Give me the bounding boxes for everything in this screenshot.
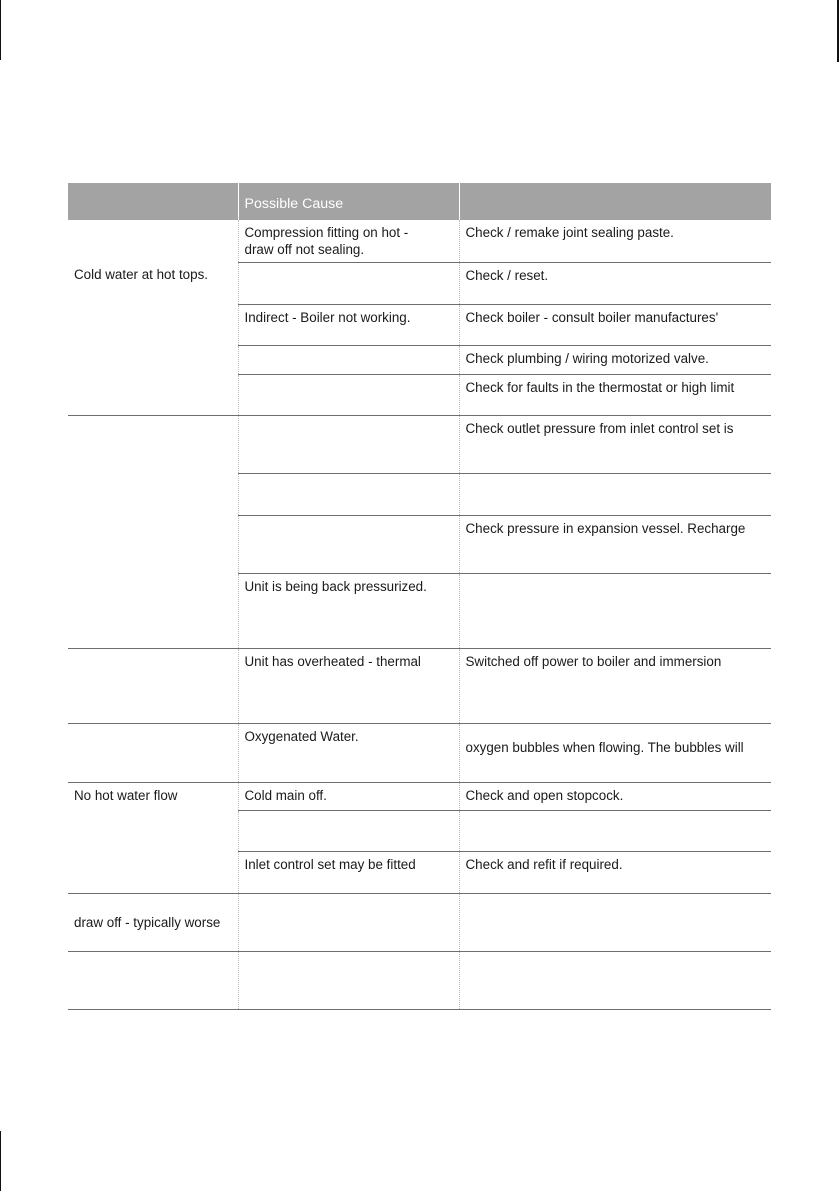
fault-cell bbox=[68, 374, 238, 415]
fault-cell: No hot water flow bbox=[68, 782, 238, 810]
crop-mark-top-left bbox=[0, 0, 1, 60]
table-row bbox=[68, 648, 771, 723]
cause-cell bbox=[238, 515, 459, 573]
cause-cell bbox=[238, 415, 459, 473]
remedy-cell bbox=[459, 951, 771, 1009]
remedy-cell: Check for faults in the thermostat or high limit bbox=[459, 374, 771, 415]
remedy-continuation: oxygen bubbles when flowing. The bubbles will bbox=[465, 739, 744, 755]
cause-cell bbox=[238, 374, 459, 415]
remedy-cell: Switched off power to boiler and immersion bbox=[459, 648, 771, 723]
remedy-cell bbox=[459, 893, 771, 951]
table-row bbox=[68, 515, 771, 573]
table-row bbox=[68, 220, 771, 262]
cause-cell bbox=[238, 262, 459, 304]
remedy-cell bbox=[459, 473, 771, 515]
remedy-cell: Check and open stopcock. bbox=[459, 782, 771, 810]
header-fault bbox=[68, 183, 238, 220]
table-row bbox=[68, 951, 771, 1009]
remedy-cell: Check pressure in expansion vessel. Recharge bbox=[459, 515, 771, 573]
fault-cell bbox=[68, 415, 238, 473]
header-possible-cause: Possible Cause bbox=[238, 183, 459, 220]
remedy-cell: Check / remake joint sealing paste. bbox=[459, 220, 771, 262]
cause-cell bbox=[238, 473, 459, 515]
cause-cell: Unit has overheated - thermal bbox=[238, 648, 459, 723]
cause-cell: Oxygenated Water. bbox=[238, 723, 459, 782]
header-remedy bbox=[459, 183, 771, 220]
fault-cell bbox=[68, 810, 238, 851]
fault-cell bbox=[68, 573, 238, 648]
cause-cell: Cold main off. bbox=[238, 782, 459, 810]
table-row bbox=[68, 304, 771, 345]
table-row bbox=[68, 723, 771, 782]
table-row bbox=[68, 893, 771, 951]
fault-cell bbox=[68, 220, 238, 262]
crop-mark-bottom-left bbox=[0, 1131, 1, 1191]
fault-cell bbox=[68, 515, 238, 573]
cause-cell: Unit is being back pressurized. bbox=[238, 573, 459, 648]
table-row bbox=[68, 782, 771, 810]
fault-cell bbox=[68, 893, 238, 951]
fault-cell bbox=[68, 951, 238, 1009]
cause-cell bbox=[238, 810, 459, 851]
cause-cell: Indirect - Boiler not working. bbox=[238, 304, 459, 345]
table-row bbox=[68, 810, 771, 851]
fault-cell bbox=[68, 723, 238, 782]
table-row bbox=[68, 374, 771, 415]
troubleshooting-table bbox=[68, 183, 771, 1010]
table-row bbox=[68, 345, 771, 374]
fault-cell bbox=[68, 304, 238, 345]
table-row bbox=[68, 851, 771, 893]
table-row bbox=[68, 415, 771, 473]
remedy-cell: Check outlet pressure from inlet control set is bbox=[459, 415, 771, 473]
remedy-cell bbox=[459, 573, 771, 648]
fault-cell bbox=[68, 473, 238, 515]
fault-cell bbox=[68, 345, 238, 374]
table-row bbox=[68, 573, 771, 648]
remedy-cell: Check / reset. bbox=[459, 262, 771, 304]
fault-continuation: draw off - typically worse bbox=[74, 914, 221, 930]
table-row bbox=[68, 473, 771, 515]
remedy-cell: Check plumbing / wiring motorized valve. bbox=[459, 345, 771, 374]
remedy-cell: Check and refit if required. bbox=[459, 851, 771, 893]
table-row bbox=[68, 262, 771, 304]
fault-cell: Cold water at hot tops. bbox=[68, 262, 238, 304]
remedy-cell bbox=[459, 723, 771, 782]
fault-cell bbox=[68, 648, 238, 723]
cause-cell bbox=[238, 893, 459, 951]
remedy-cell bbox=[459, 810, 771, 851]
cause-cell bbox=[238, 951, 459, 1009]
table-header-row bbox=[68, 183, 771, 220]
fault-cell bbox=[68, 851, 238, 893]
cause-cell: Compression fitting on hot - draw off not sealing. bbox=[238, 220, 459, 262]
cause-cell bbox=[238, 345, 459, 374]
cause-cell: Inlet control set may be fitted bbox=[238, 851, 459, 893]
remedy-cell: Check boiler - consult boiler manufactures' bbox=[459, 304, 771, 345]
